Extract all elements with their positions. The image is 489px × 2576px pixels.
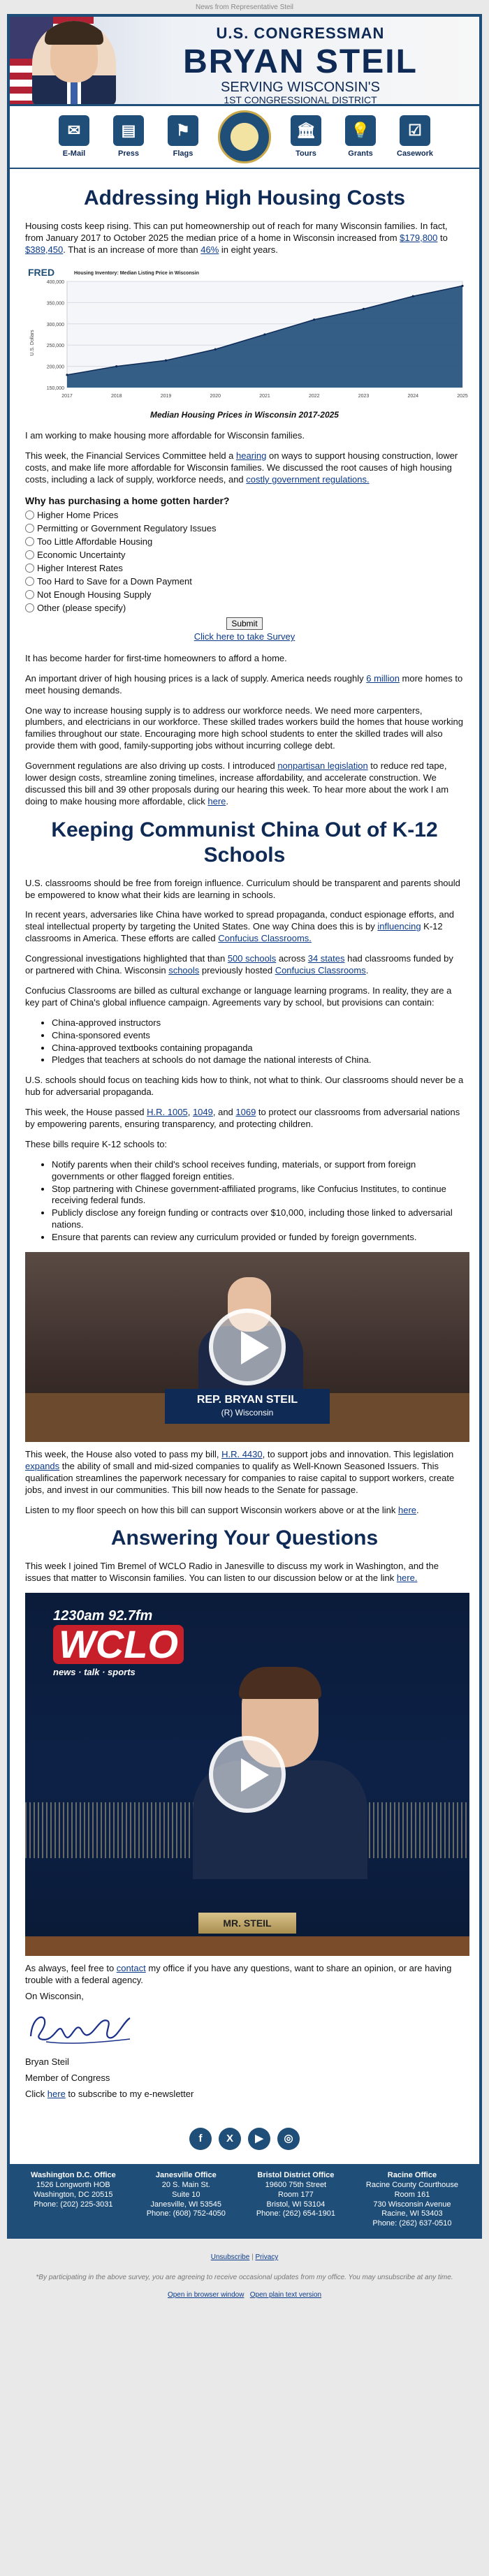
preheader: News from Representative Steil bbox=[195, 3, 294, 11]
requirements-list bbox=[52, 1159, 464, 1244]
x-tick-label: 2020 bbox=[210, 393, 221, 399]
y-tick-label: 200,000 bbox=[46, 365, 64, 370]
survey-option[interactable]: Too Little Affordable Housing bbox=[25, 535, 464, 548]
survey-option[interactable]: Higher Interest Rates bbox=[25, 561, 464, 575]
instagram-icon[interactable]: ◎ bbox=[277, 2128, 300, 2150]
congressional-seal bbox=[218, 110, 271, 163]
congressman-portrait bbox=[32, 21, 116, 106]
china-p6: This week, the House passed H.R. 1005, 1049, and 1069 to protect our classrooms from adversarial nations by empowering parents, ensuring transparency, and protecting children. bbox=[25, 1107, 460, 1129]
radio-interview-video[interactable] bbox=[25, 1593, 469, 1956]
header-title-line3: SERVING WISCONSIN'S bbox=[221, 80, 380, 95]
list-item: • Notify parents when their child's school receives funding, materials, or support from foreign governments or other flagged foreign entities. bbox=[52, 1159, 464, 1183]
youtube-icon[interactable]: ▶ bbox=[248, 2128, 270, 2150]
nav-press[interactable]: ▤ Press bbox=[109, 115, 148, 159]
housing-here-link[interactable]: here bbox=[207, 795, 226, 807]
survey-option[interactable]: Economic Uncertainty bbox=[25, 548, 464, 561]
china-p9: Listen to my floor speech on how this bill can support Wisconsin workers above or at the link here. bbox=[25, 1504, 419, 1515]
china-p8: This week, the House also voted to pass my bill, H.R. 4430, to support jobs and innovation. This legislation expands the ability of small and mid-sized companies to qualify as Well-Known Seasoned Issuers. This qualification streamlines the paperwork necessary for companies to raise capital to support workers, create jobs, and invest in our communities. This bill now heads to the Senate for passage. bbox=[25, 1448, 455, 1495]
closing-p1: As always, feel free to contact my office if you have any questions, want to share an opinion, or are having trouble with a federal agency. bbox=[25, 1963, 452, 1986]
survey-radio[interactable] bbox=[25, 550, 34, 559]
housing-p5: One way to increase housing supply is to address our workforce needs. We need more carpenters, plumbers, and electricians in our workforce. These skilled trades workers build the homes that house working families throughout our state. Encouraging more high school students to enter the skilled trades will also provide them with good, family-supporting jobs without incurring college debt. bbox=[25, 705, 463, 751]
housing-p2: This week, the Financial Services Committee held a hearing on ways to support housing construction, lower costs, and make life more affordable for Wisconsin families. We discussed the root causes of high housing costs, including a lack of supply, workforce needs, and costly government regulations. bbox=[25, 450, 458, 485]
list-item: • Publicly disclose any foreign funding or contracts over $10,000, including those linked to adversarial nations. bbox=[52, 1207, 464, 1231]
housing-intro: Housing costs keep rising. This can put homeownership out of reach for many Wisconsin families. In fact, from January 2017 to October 2025 the median price of a home in Wisconsin increased from $179,800 to $389,450. That is an increase of more than 46% in eight years. bbox=[25, 221, 448, 255]
closing-salutation: On Wisconsin, bbox=[25, 1990, 84, 2001]
open-plaintext-link[interactable]: Open plain text version bbox=[249, 2290, 322, 2299]
radio-here-link[interactable]: here. bbox=[396, 1573, 418, 1584]
x-tick-label: 2023 bbox=[358, 393, 370, 399]
newsletter bbox=[7, 14, 482, 2239]
nav-casework[interactable]: ☑ Casework bbox=[395, 115, 435, 159]
x-icon[interactable]: X bbox=[219, 2128, 241, 2150]
list-item: • China-approved textbooks containing propaganda bbox=[52, 1043, 464, 1054]
data-point bbox=[363, 308, 365, 310]
influencing-link[interactable]: influencing bbox=[377, 921, 421, 932]
office-bristol: Bristol District Office 19600 75th Street Room 177 Bristol, WI 53104 Phone: (262) 654-1901 bbox=[256, 2171, 335, 2218]
floor-speech-here-link[interactable]: here bbox=[397, 1504, 417, 1515]
chart-caption: Median Housing Prices in Wisconsin 2017-2025 bbox=[150, 409, 339, 420]
flag-icon: ⚑ bbox=[168, 115, 198, 146]
nav-flags[interactable]: ⚑ Flags bbox=[163, 115, 203, 159]
34-states-link[interactable]: 34 states bbox=[307, 953, 345, 964]
header-title-line1: U.S. CONGRESSMAN bbox=[216, 24, 385, 42]
housing-p1: I am working to make housing more affordable for Wisconsin families. bbox=[25, 430, 305, 441]
office-janesville: Janesville Office 20 S. Main St. Suite 10 Janesville, WI 53545 Phone: (608) 752-4050 bbox=[146, 2171, 226, 2218]
survey-radio[interactable] bbox=[25, 537, 34, 546]
header-banner bbox=[10, 17, 479, 106]
video-name: REP. BRYAN STEIL bbox=[196, 1393, 298, 1406]
y-tick-label: 250,000 bbox=[46, 343, 64, 348]
housing-heading: Addressing High Housing Costs bbox=[83, 186, 406, 209]
closing bbox=[25, 1963, 464, 2100]
provisions-list bbox=[52, 1017, 464, 1067]
list-item: • Ensure that parents can review any curriculum provided or funded by foreign governments. bbox=[52, 1232, 464, 1244]
header-title-line4: 1ST CONGRESSIONAL DISTRICT bbox=[224, 94, 377, 105]
play-icon[interactable] bbox=[209, 1736, 286, 1813]
x-tick-label: 2022 bbox=[308, 393, 320, 399]
nav-grants[interactable]: 💡 Grants bbox=[341, 115, 380, 159]
data-point bbox=[461, 284, 463, 286]
data-point bbox=[66, 374, 68, 376]
china-heading: Keeping Communist China Out of K-12 Schools bbox=[51, 818, 438, 867]
china-p1: U.S. classrooms should be free from foreign influence. Curriculum should be transparent and parents should be empowered to know what their kids are learning in schools. bbox=[25, 877, 460, 900]
wisconsin-schools-link[interactable]: schools bbox=[168, 965, 200, 976]
video-lower-third bbox=[165, 1389, 330, 1424]
survey-radio[interactable] bbox=[25, 590, 34, 599]
wclo-logo: 1230am 92.7fm WCLO news · talk · sports bbox=[53, 1607, 186, 1684]
china-p5: U.S. schools should focus on teaching kids how to think, not what to think. Our classrooms should never be a hub for adversarial propaganda. bbox=[25, 1075, 464, 1098]
survey-radio[interactable] bbox=[25, 603, 34, 612]
survey-submit-button[interactable]: Submit bbox=[226, 617, 262, 630]
hearing-link[interactable]: hearing bbox=[236, 450, 267, 462]
questions-p1: This week I joined Tim Bremel of WCLO Radio in Janesville to discuss my work in Washington, and the issues that matter to Wisconsin families. You can listen to our discussion below or at the link here. bbox=[25, 1561, 439, 1584]
questions-heading: Answering Your Questions bbox=[110, 1526, 379, 1550]
x-tick-label: 2018 bbox=[110, 393, 122, 399]
closing-name: Bryan Steil bbox=[25, 2056, 69, 2067]
floor-speech-video[interactable] bbox=[25, 1252, 469, 1442]
data-point bbox=[165, 359, 167, 361]
regulations-link[interactable]: costly government regulations. bbox=[246, 473, 370, 485]
nav-tours[interactable]: 🏛 Tours bbox=[286, 115, 326, 159]
signature-image bbox=[25, 2008, 137, 2050]
price-2017-link[interactable]: $179,800 bbox=[400, 232, 438, 243]
y-tick-label: 350,000 bbox=[46, 301, 64, 307]
hr1005-link[interactable]: H.R. 1005 bbox=[147, 1107, 188, 1118]
six-million-link[interactable]: 6 million bbox=[366, 672, 400, 684]
survey-option[interactable]: Higher Home Prices bbox=[25, 508, 464, 522]
data-point bbox=[263, 333, 265, 335]
survey-option[interactable]: Permitting or Government Regulatory Issues bbox=[25, 522, 464, 535]
nav-email[interactable]: ✉ E-Mail bbox=[54, 115, 94, 159]
housing-survey bbox=[25, 494, 464, 643]
confucius-classrooms-link[interactable]: Confucius Classrooms. bbox=[218, 933, 312, 944]
data-point bbox=[214, 348, 217, 350]
open-browser-link[interactable]: Open in browser window bbox=[167, 2290, 245, 2299]
nonpartisan-legislation-link[interactable]: nonpartisan legislation bbox=[277, 760, 368, 772]
data-point bbox=[412, 295, 414, 297]
price-2025-link[interactable]: $389,450 bbox=[25, 244, 64, 255]
closing-subscribe: Click here to subscribe to my e-newsletter bbox=[25, 2088, 194, 2099]
nameplate: MR. STEIL bbox=[198, 1913, 296, 1934]
fred-logo: FRED bbox=[28, 266, 55, 278]
subscribe-link[interactable]: here bbox=[47, 2088, 66, 2099]
y-tick-label: 400,000 bbox=[46, 279, 64, 285]
hr1069-link[interactable]: 1069 bbox=[235, 1107, 256, 1118]
list-item: • China-sponsored events bbox=[52, 1030, 464, 1042]
survey-radio[interactable] bbox=[25, 510, 34, 520]
chart-svg bbox=[25, 265, 469, 404]
lightbulb-icon: 💡 bbox=[345, 115, 376, 146]
take-survey-link[interactable]: Click here to take Survey bbox=[194, 631, 295, 642]
unsubscribe-link[interactable]: Unsubscribe bbox=[210, 2253, 250, 2261]
survey-radio[interactable] bbox=[25, 577, 34, 586]
capitol-icon: 🏛 bbox=[291, 115, 321, 146]
office-racine: Racine Office Racine County Courthouse Room 161 730 Wisconsin Avenue Racine, WI 53403 Phone: (262) 637-0510 bbox=[365, 2171, 458, 2228]
survey-option[interactable]: Other (please specify) bbox=[25, 601, 464, 614]
press-icon: ▤ bbox=[113, 115, 144, 146]
footer: Unsubscribe | Privacy *By participating in the above survey, you are agreeing to receive occasional updates from my office. You may unsubscribe at any time. Open in browser window Open plain text version bbox=[0, 2253, 489, 2304]
y-tick-label: 150,000 bbox=[46, 385, 64, 391]
x-tick-label: 2024 bbox=[407, 393, 419, 399]
china-p4: Confucius Classrooms are billed as cultural exchange or language learning programs. In reality, they are a key part of China's global influence campaign. Agreements vary by school, but provisions can contain: bbox=[25, 985, 452, 1008]
privacy-link[interactable]: Privacy bbox=[255, 2253, 279, 2261]
survey-question: Why has purchasing a home gotten harder? bbox=[25, 494, 230, 506]
y-tick-label: 300,000 bbox=[46, 322, 64, 327]
x-tick-label: 2019 bbox=[160, 393, 172, 399]
survey-radio[interactable] bbox=[25, 564, 34, 573]
housing-p3: It has become harder for first-time homeowners to afford a home. bbox=[25, 652, 287, 663]
data-point bbox=[313, 318, 315, 321]
office-list bbox=[10, 2164, 479, 2236]
china-p2: In recent years, adversaries like China have worked to spread propaganda, conduct espionage efforts, and steal intellectual property by targeting the United States. One way China does this is by influencing K-12 classrooms in America. These efforts are called Confucius Classrooms. bbox=[25, 909, 455, 944]
x-tick-label: 2021 bbox=[259, 393, 270, 399]
social-links bbox=[25, 2128, 464, 2150]
nav-bar bbox=[10, 106, 479, 169]
hr4430-link[interactable]: H.R. 4430 bbox=[221, 1448, 263, 1459]
play-icon[interactable] bbox=[209, 1309, 286, 1385]
housing-price-chart bbox=[25, 265, 468, 404]
china-p3: Congressional investigations highlighted that than 500 schools across 34 states had classrooms funded by or partnered with China. Wisconsin schools previously hosted Confucius Classrooms. bbox=[25, 953, 453, 976]
housing-p6: Government regulations are also driving up costs. I introduced nonpartisan legislation to reduce red tape, lower design costs, streamline zoning timelines, increase affordability, and accelerate construction. We discussed this bill and 39 other proposals during our hearing this week. To hear more about the work I am doing to make housing more affordable, click here. bbox=[25, 760, 449, 807]
y-axis-label: U.S. Dollars bbox=[30, 330, 35, 356]
confucius-classrooms-link-2[interactable]: Confucius Classrooms bbox=[275, 965, 366, 976]
header-title-name: BRYAN STEIL bbox=[183, 43, 418, 80]
survey-option[interactable]: Too Hard to Save for a Down Payment bbox=[25, 575, 464, 588]
housing-p4: An important driver of high housing prices is a lack of supply. America needs roughly 6 million more homes to meet housing demands. bbox=[25, 672, 463, 695]
hr1049-link[interactable]: 1049 bbox=[192, 1107, 213, 1118]
video-party: (R) Wisconsin bbox=[221, 1407, 274, 1418]
casework-icon: ☑ bbox=[400, 115, 430, 146]
increase-link[interactable]: 46% bbox=[200, 244, 219, 255]
survey-option[interactable]: Not Enough Housing Supply bbox=[25, 588, 464, 601]
x-tick-label: 2017 bbox=[61, 393, 73, 399]
contact-link[interactable]: contact bbox=[116, 1963, 146, 1974]
survey-radio[interactable] bbox=[25, 524, 34, 533]
x-tick-label: 2025 bbox=[457, 393, 468, 399]
office-dc: Washington D.C. Office 1526 Longworth HOB Washington, DC 20515 Phone: (202) 225-3031 bbox=[30, 2171, 116, 2209]
expands-link[interactable]: expands bbox=[25, 1460, 60, 1471]
list-item: • Stop partnering with Chinese government-affiliated programs, like Confucius Institutes, to continue receiving federal funds. bbox=[52, 1184, 464, 1207]
closing-title: Member of Congress bbox=[25, 2072, 110, 2083]
survey-disclaimer: *By participating in the above survey, you are agreeing to receive occasional updates from my office. You may unsubscribe at any time. bbox=[36, 2273, 453, 2281]
500-schools-link[interactable]: 500 schools bbox=[227, 953, 277, 964]
chart-title: Housing Inventory: Median Listing Price in Wisconsin bbox=[74, 270, 199, 276]
email-icon: ✉ bbox=[59, 115, 89, 146]
list-item: • China-approved instructors bbox=[52, 1017, 464, 1029]
list-item: • Pledges that teachers at schools do not damage the national interests of China. bbox=[52, 1054, 464, 1066]
data-point bbox=[115, 365, 117, 367]
facebook-icon[interactable]: f bbox=[189, 2128, 212, 2150]
china-p7: These bills require K-12 schools to: bbox=[25, 1138, 168, 1149]
